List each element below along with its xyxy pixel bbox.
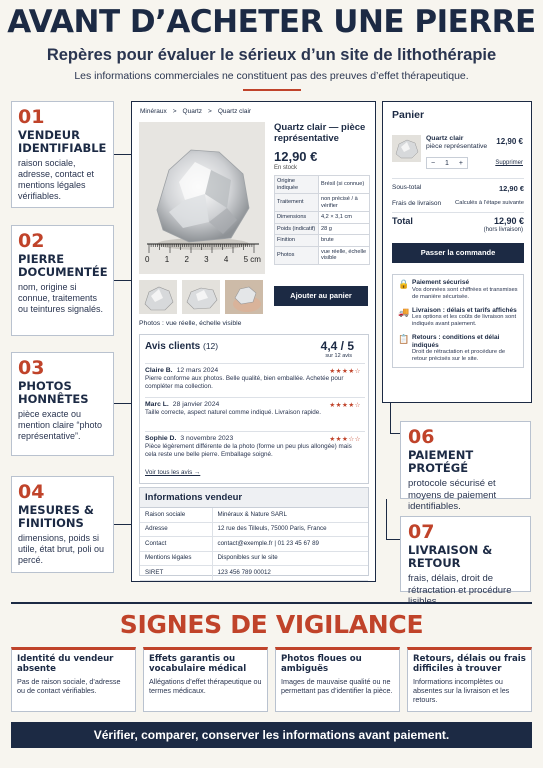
review-text: Taille correcte, aspect naturel comme indiqué. Livraison rapide. [145, 409, 322, 416]
photo-note: Photos : vue réelle, échelle visible [139, 320, 242, 327]
vigilance-heading: Photos floues ou ambiguës [281, 654, 362, 674]
connector-line [114, 524, 131, 525]
reviews-section [139, 334, 369, 484]
spec-label: Origine indiquée [275, 176, 319, 194]
tip-description: frais, délais, droit de rétractation et procédure [408, 573, 512, 596]
review-item [145, 363, 365, 390]
review-text: Pierre conforme aux photos. Belle qualité, bien emballée. Achetée pour compléter ma collection. [145, 375, 344, 390]
vendor-label: Adresse [140, 522, 212, 537]
cart-item-price: 12,90 € [496, 137, 523, 146]
vigilance-description: Informations incomplètes ou absentes sur la livraison et les retours. [413, 677, 510, 704]
tip-number: 03 [18, 357, 45, 379]
quartz-thumb-image [392, 135, 421, 162]
breadcrumb-item[interactable]: Quartz [182, 108, 203, 115]
ruler-label: 4 [223, 255, 229, 264]
product-price: 12,90 € [274, 149, 318, 164]
subtotal-row [392, 184, 524, 193]
star-rating: ★★★★☆ [329, 402, 361, 409]
review-item [145, 431, 365, 458]
shipping-label: Frais de livraison [392, 200, 442, 207]
tip-01 [11, 101, 114, 208]
tip-number: 06 [408, 426, 435, 448]
product-spec-table [274, 175, 370, 265]
reviews-score-sub: sur 12 avis [325, 353, 352, 359]
tip-06 [400, 421, 531, 512]
tip-number: 04 [18, 481, 45, 503]
trust-desc: Vos données sont chiffrées et transmises de manière sécurisée. [412, 286, 518, 300]
review-text: Pièce légèrement différente de la photo (forme un peu plus allongée) mais cela reste une belle pierre. Emballage soigné. [145, 443, 352, 458]
ruler-label: 5 cm [243, 255, 261, 264]
product-page-mockup [131, 101, 376, 582]
qty-value[interactable]: 1 [445, 159, 449, 167]
stock-status: En stock [274, 165, 298, 171]
page-subtitle: Repères pour évaluer le sérieux d’un site de lithothérapie [46, 46, 497, 64]
footer-banner: Vérifier, comparer, conserver les informations avant paiement. [11, 722, 532, 748]
checkout-button[interactable]: Passer la commande [392, 243, 524, 263]
reviews-count: (12) [203, 341, 219, 351]
tip-description: nom, origine si connue, traitements ou teintures signalés. [18, 282, 104, 314]
disclaimer: Les informations commerciales ne constituent pas des preuves d’effet thérapeutique. [74, 70, 469, 82]
thumbnail[interactable] [139, 280, 177, 314]
tip-description: dimensions, poids si utile, état brut, poli ou percé. [18, 533, 105, 565]
spec-row [275, 176, 370, 194]
subtotal-label: Sous-total [392, 184, 422, 191]
tip-heading: VENDEUR IDENTIFIABLE [18, 128, 107, 155]
connector-line [390, 403, 391, 433]
ruler-label: 2 [184, 255, 189, 264]
product-title: Quartz clair — pièce représentative [274, 122, 366, 144]
spec-value: brute [319, 235, 370, 247]
connector-line [114, 280, 131, 281]
cart-item-subtitle: pièce représentative [426, 142, 488, 150]
vendor-value: Minéraux & Nature SARL [212, 508, 368, 522]
total-row [392, 216, 524, 226]
trust-item-payment [398, 279, 518, 301]
section-divider [11, 602, 532, 604]
vendor-label: SIRET [140, 566, 212, 581]
vigilance-description: Pas de raison sociale, d’adresse ou de contact vérifiables. [17, 677, 121, 695]
connector-line [386, 539, 400, 540]
vigilance-heading: Identité du vendeur absente [17, 654, 114, 674]
vendor-label: Mentions légales [140, 551, 212, 566]
quartz-thumb-image [182, 280, 220, 314]
title-divider [243, 89, 301, 91]
subtotal-value: 12,90 € [498, 184, 524, 193]
shipping-row [392, 200, 524, 207]
vigilance-title: SIGNES DE VIGILANCE [119, 610, 424, 639]
quartz-thumb-image [139, 280, 177, 314]
trust-item-returns [398, 334, 518, 363]
cart-item-name [426, 135, 487, 150]
tip-03 [11, 352, 114, 456]
review-date: 28 janvier 2024 [172, 401, 220, 408]
tip-02 [11, 225, 114, 336]
spec-row [275, 223, 370, 235]
vendor-info-table [140, 508, 368, 581]
spec-label: Traitement [275, 194, 319, 212]
trust-title: Paiement sécurisé [412, 279, 470, 286]
trust-desc: Droit de rétractation et procédure de retour précisés sur le site. [412, 349, 506, 362]
tip-description: pièce exacte ou mention claire “photo représentative”. [18, 409, 103, 441]
vigilance-description: Images de mauvaise qualité ou ne permettant pas d’identifier la pièce. [281, 677, 393, 695]
vigilance-card [275, 647, 400, 712]
truck-icon: 🚚 [398, 306, 410, 317]
ruler-label: 3 [204, 255, 209, 264]
reviews-title [145, 341, 218, 352]
spec-value: 28 g [319, 223, 370, 235]
trust-info-box [392, 274, 524, 368]
reviews-title-text: Avis clients [145, 341, 201, 352]
qty-minus-button[interactable]: − [431, 159, 436, 167]
cart-panel [382, 101, 532, 403]
vendor-info-section [139, 487, 369, 576]
review-date: 12 mars 2024 [176, 367, 219, 374]
breadcrumb-separator: > [208, 108, 212, 115]
star-rating: ★★★☆☆ [329, 436, 361, 443]
review-name: Marc L. [145, 401, 169, 408]
cart-item-title: Quartz clair [426, 135, 464, 142]
vigilance-card [407, 647, 532, 712]
tip-number: 07 [408, 521, 435, 543]
vigilance-heading: Retours, délais ou frais difficiles à trouver [413, 654, 526, 674]
spec-label: Photos [275, 246, 319, 264]
trust-title: Retours : conditions et délai indiqués [412, 334, 500, 349]
lock-icon: 🔒 [398, 279, 410, 289]
qty-plus-button[interactable]: + [458, 159, 463, 167]
spec-row [275, 194, 370, 212]
vendor-value: 12 rue des Tilleuls, 75000 Paris, France [212, 522, 368, 537]
ruler-labels [145, 255, 261, 264]
review-date: 3 novembre 2023 [180, 435, 234, 442]
vigilance-card [11, 647, 136, 712]
thumbnail[interactable] [225, 280, 263, 314]
remove-item-link[interactable]: Supprimer [495, 160, 523, 166]
tip-heading: PHOTOS HONNÊTES [18, 379, 89, 406]
vendor-row [140, 508, 368, 522]
hand-holding-quartz-image [225, 280, 263, 314]
vendor-row [140, 566, 368, 581]
tip-heading: LIVRAISON & RETOUR [408, 543, 493, 570]
vendor-row [140, 551, 368, 566]
review-name: Claire B. [145, 367, 173, 374]
total-value: 12,90 € [493, 216, 524, 226]
connector-line [114, 403, 131, 404]
tip-description: raison sociale, adresse, contact et mentions légales vérifiables. [18, 158, 95, 201]
review-item [145, 397, 365, 417]
connector-line [390, 433, 400, 434]
star-rating: ★★★★☆ [329, 368, 361, 375]
spec-row [275, 212, 370, 224]
breadcrumb-separator: > [172, 108, 177, 115]
tip-heading: MESURES & FINITIONS [18, 503, 94, 530]
cart-item-thumbnail [392, 135, 421, 162]
total-note: (hors livraison) [483, 227, 523, 233]
vendor-label: Contact [140, 537, 212, 552]
trust-title: Livraison : délais et tarifs affichés [412, 306, 517, 314]
ruler-label: 1 [164, 255, 170, 264]
total-label: Total [392, 216, 413, 226]
trust-item-delivery [398, 307, 518, 329]
product-main-photo[interactable] [139, 122, 265, 274]
trust-desc: Les options et les coûts de livraison sont indiqués avant paiement. [412, 314, 517, 327]
spec-value: 4,2 × 3,1 cm [319, 212, 370, 224]
ruler-label: 0 [145, 255, 150, 264]
vigilance-card [143, 647, 268, 712]
review-name: Sophie D. [145, 435, 177, 442]
spec-label: Finition [275, 235, 319, 247]
connector-line [114, 154, 131, 155]
spec-row [275, 235, 370, 247]
breadcrumb-item[interactable]: Minéraux [140, 108, 167, 115]
tip-heading: PIERRE DOCUMENTÉE [18, 252, 108, 279]
breadcrumb-item: Quartz clair [217, 108, 252, 115]
page-title: AVANT D’ACHETER UNE PIERRE [7, 4, 536, 40]
spec-label: Dimensions [275, 212, 319, 224]
spec-value: non précisé / à vérifier [319, 194, 370, 212]
quantity-stepper[interactable] [426, 157, 468, 169]
tip-heading: PAIEMENT PROTÉGÉ [408, 448, 474, 475]
spec-label: Poids (indicatif) [275, 223, 319, 235]
spec-value: Brésil (si connue) [319, 176, 370, 194]
vendor-value[interactable]: contact@exemple.fr | 01 23 45 67 89 [212, 537, 368, 552]
all-reviews-link[interactable]: Voir tous les avis → [145, 469, 201, 476]
vendor-value: 123 456 789 00012 [212, 566, 368, 581]
tip-07 [400, 516, 531, 596]
tip-number: 01 [18, 106, 45, 128]
add-to-cart-button[interactable]: Ajouter au panier [274, 286, 368, 306]
tip-number: 02 [18, 230, 45, 252]
vendor-info-title: Informations vendeur [140, 488, 368, 508]
vendor-label: Raison sociale [140, 508, 212, 522]
cart-title: Panier [392, 109, 425, 121]
vendor-value: Disponibles sur le site [212, 551, 368, 566]
tip-04 [11, 476, 114, 573]
spec-value: vue réelle, échelle visible [319, 246, 370, 264]
vigilance-description: Allégations d’effet thérapeutique ou termes médicaux. [149, 677, 262, 695]
connector-line [386, 499, 387, 539]
return-icon: 📋 [398, 334, 410, 344]
tip-description: protocole sécurisé et moyens de paiement identifiables. [408, 478, 497, 512]
spec-row [275, 246, 370, 264]
reviews-score: 4,4 / 5 [320, 339, 354, 353]
divider [392, 212, 524, 213]
divider [392, 178, 524, 179]
vigilance-heading: Effets garantis ou vocabulaire médical [149, 654, 247, 674]
breadcrumb [140, 108, 257, 115]
vendor-row [140, 522, 368, 537]
vendor-row [140, 537, 368, 552]
shipping-value: Calculés à l’étape suivante [455, 200, 524, 206]
thumbnail[interactable] [182, 280, 220, 314]
